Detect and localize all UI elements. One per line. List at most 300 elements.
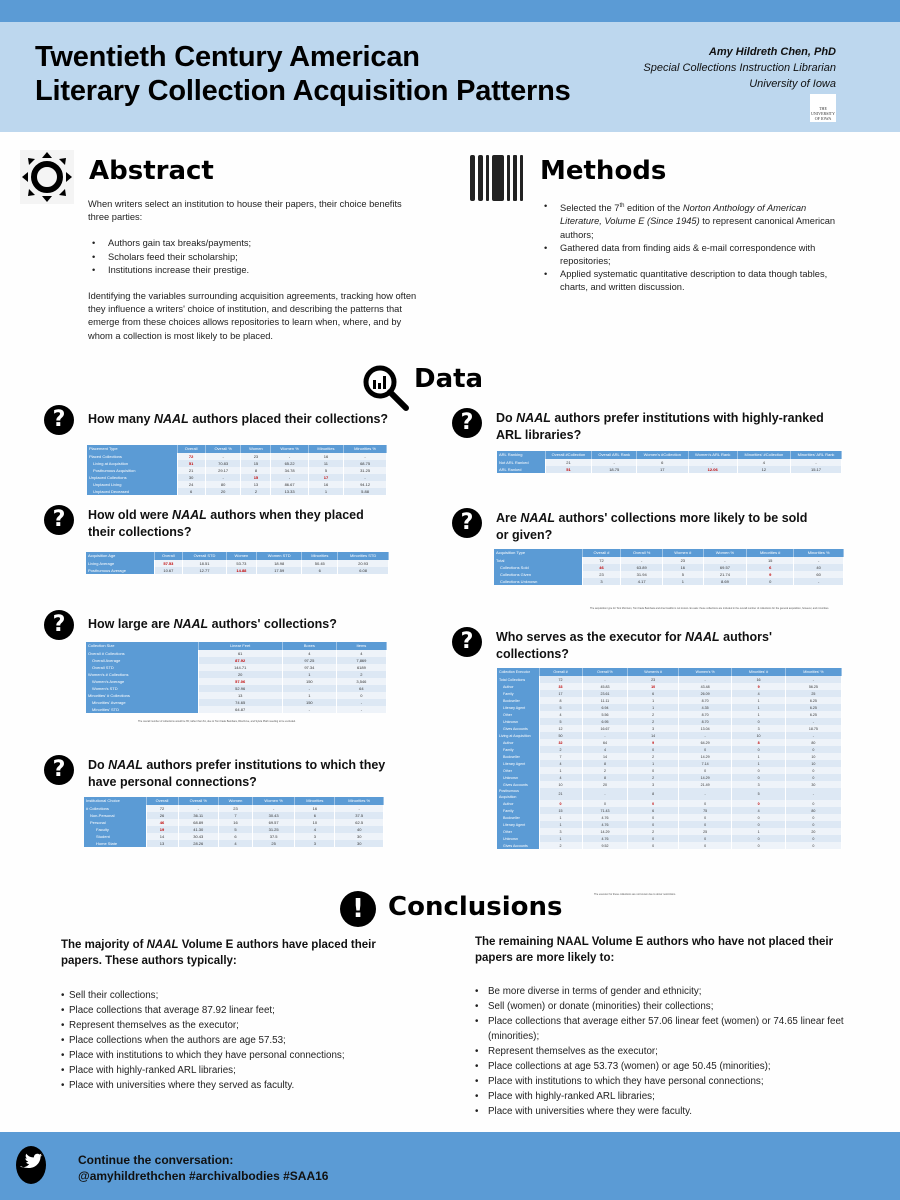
sun-gear-icon — [20, 150, 74, 204]
cell: 6 — [628, 690, 679, 697]
table-row — [84, 819, 384, 826]
table-row — [86, 567, 389, 574]
conclusion-item: • Place with institutions to which they have personal connections; — [475, 1074, 855, 1089]
arl-table — [497, 451, 842, 473]
cell: 8 — [732, 739, 785, 746]
cell: 4 — [336, 650, 386, 657]
cell: 23 — [219, 805, 253, 812]
cell: 0 — [678, 746, 731, 753]
cell: Minorities' # Collections — [86, 692, 198, 699]
question-personal — [44, 755, 424, 795]
cell: 1 — [662, 578, 703, 585]
abstract-title: Abstract — [89, 156, 214, 186]
col-header: Boxes — [282, 642, 336, 650]
executor-footnote: The executor for these collections are not known due to donor restrictions. — [594, 893, 676, 896]
cell: - — [205, 474, 241, 481]
cell: 14 — [146, 833, 178, 840]
cell: 4.35 — [678, 704, 731, 711]
table-row — [497, 466, 842, 473]
cell: Total Collections — [497, 676, 539, 683]
col-header: Women's ARL Rank — [688, 451, 737, 459]
text: th — [619, 203, 625, 209]
cell: 0 — [678, 800, 731, 807]
cell: 12 — [539, 725, 582, 732]
cell: Minorities' Average — [86, 699, 198, 706]
cell: - — [794, 578, 844, 585]
cell: 16 — [308, 481, 343, 488]
col-header: Women % — [252, 797, 294, 805]
table-row — [494, 571, 844, 578]
col-header: Women's #Collection — [637, 451, 689, 459]
cell: - — [344, 474, 387, 481]
text: NAAL — [108, 758, 143, 772]
cell: Women's Average — [86, 678, 198, 685]
cell: 30.43 — [178, 833, 218, 840]
cell: 0 — [732, 842, 785, 849]
cell: - — [271, 453, 308, 460]
col-header: Overall — [146, 797, 178, 805]
cell: 17 — [539, 690, 582, 697]
text: How large are — [88, 617, 174, 631]
cell: 2 — [336, 671, 386, 678]
cell: 0 — [785, 814, 841, 821]
table-row — [497, 697, 842, 704]
cell: 8.70 — [678, 718, 731, 725]
question-text — [88, 616, 337, 633]
personal-table — [84, 797, 384, 847]
cell: 0 — [732, 718, 785, 725]
cell: 4.17 — [621, 578, 662, 585]
cell: 6.25 — [785, 711, 841, 718]
question-icon: ? — [44, 610, 74, 640]
cell: 97.25 — [282, 657, 336, 664]
cell: 15 — [747, 557, 794, 564]
cell: 14.29 — [678, 753, 731, 760]
text: Who serves as the executor for — [496, 630, 685, 644]
table-row — [86, 685, 387, 692]
cell: 6 — [628, 807, 679, 814]
cell: 10 — [785, 760, 841, 767]
cell: - — [282, 685, 336, 692]
cell: 64 — [336, 685, 386, 692]
col-header: Items — [336, 642, 386, 650]
table-header — [494, 549, 844, 557]
cell: 13 — [146, 840, 178, 847]
cell: 97.34 — [282, 664, 336, 671]
cell: 5.56 — [582, 711, 628, 718]
table-row — [86, 657, 387, 664]
cell: 1 — [732, 760, 785, 767]
cell: 1 — [282, 671, 336, 678]
cell: - — [678, 676, 731, 683]
table-row — [87, 481, 387, 488]
col-header: Placement Type — [87, 445, 177, 453]
table-row — [497, 718, 842, 725]
cell: 1 — [628, 704, 679, 711]
cell: 6 — [302, 567, 338, 574]
cell: 10 — [295, 819, 335, 826]
cell: 0 — [628, 746, 679, 753]
cell: 72 — [177, 453, 205, 460]
cell: 10.67 — [154, 567, 183, 574]
cell: 14.29 — [678, 774, 731, 781]
col-header: Minorities % — [335, 797, 384, 805]
conclusion-item: • Place collections at age 53.73 (women) or age 50.45 (minorities); — [475, 1059, 855, 1074]
cell: 3 — [628, 725, 679, 732]
twitter-icon[interactable] — [16, 1146, 46, 1184]
cell: 12.77 — [183, 567, 227, 574]
cell: 3 — [732, 781, 785, 788]
col-header: Overall — [177, 445, 205, 453]
cell: Gives Accounts — [497, 781, 539, 788]
title-line-2: Literary Collection Acquisition Patterns — [35, 75, 571, 107]
cell: 17.59 — [257, 567, 302, 574]
cell: 46 — [582, 564, 621, 571]
age-table — [86, 552, 389, 574]
cell: 30.43 — [252, 812, 294, 819]
title-line-1: Twentieth Century American — [35, 41, 420, 73]
conclusions-right-heading: The remaining NAAL Volume E authors who have not placed their papers are more likely to: — [475, 936, 834, 964]
cell: Overall # Collections — [86, 650, 198, 657]
cell: 2 — [628, 711, 679, 718]
cell: 57.06 — [198, 678, 282, 685]
cell: 68.89 — [178, 819, 218, 826]
cell: 1 — [308, 488, 343, 495]
col-header: Women — [241, 445, 271, 453]
cell: 13.04 — [678, 725, 731, 732]
text: How many — [88, 412, 154, 426]
cell: 21 — [177, 467, 205, 474]
cell: 23 — [241, 453, 271, 460]
text: Do — [496, 411, 517, 425]
cell: 20 — [198, 671, 282, 678]
cell: 56.25 — [785, 683, 841, 690]
cell: 23 — [582, 571, 621, 578]
cell: 7 — [539, 753, 582, 760]
cell: Not ARL Ranked — [497, 459, 545, 466]
cell: 0 — [785, 774, 841, 781]
conclusion-item: • Place collections when the authors are age 57.53; — [61, 1033, 411, 1048]
cell: 15.17 — [791, 466, 842, 473]
cell: 13.33 — [271, 488, 308, 495]
conclusion-item: • Represent themselves as the executor; — [61, 1018, 411, 1033]
cell: 28.26 — [178, 840, 218, 847]
cell: ARL Ranked — [497, 466, 545, 473]
col-header: Institutional Choice — [84, 797, 146, 805]
table-row — [497, 711, 842, 718]
cell: 65.22 — [271, 460, 308, 467]
text: NAAL — [146, 939, 179, 951]
cell: 15 — [539, 807, 582, 814]
col-header: Minorities — [308, 445, 343, 453]
cell: - — [282, 706, 336, 713]
col-header: Linear Feet — [198, 642, 282, 650]
cell: Other — [497, 767, 539, 774]
cell: 34.78 — [271, 467, 308, 474]
table-row — [497, 788, 842, 800]
cell: 87.92 — [198, 657, 282, 664]
cell: 74.65 — [198, 699, 282, 706]
cell: 6 — [747, 564, 794, 571]
cell: 36.11 — [178, 812, 218, 819]
cell: 8 — [628, 788, 679, 800]
cell: 16 — [732, 676, 785, 683]
cell: 18.75 — [592, 466, 637, 473]
author-name: Amy Hildreth Chen, PhD — [708, 46, 836, 58]
cell: 4.76 — [582, 814, 628, 821]
cell: 25 — [678, 828, 731, 835]
cell: 0 — [732, 800, 785, 807]
cell: 0 — [785, 767, 841, 774]
cell: 1 — [628, 760, 679, 767]
col-header: Minorities % — [344, 445, 387, 453]
cell: 0 — [678, 814, 731, 821]
cell: 4 — [219, 840, 253, 847]
cell: Author — [497, 800, 539, 807]
cell: 14.88 — [226, 567, 256, 574]
text: NAAL — [520, 511, 556, 525]
cell: Women's # Collections — [86, 671, 198, 678]
cell: 6.25 — [785, 704, 841, 711]
table-row — [497, 774, 842, 781]
cell: Literary Agent — [497, 704, 539, 711]
text: NAAL — [172, 508, 207, 522]
cell: Collections Given — [494, 571, 582, 578]
cell: - — [344, 453, 387, 460]
poster-title — [35, 40, 571, 108]
col-header: Minorities' % — [785, 668, 841, 676]
cell: Posthumous Acquisition — [497, 788, 539, 800]
cell: 46 — [146, 819, 178, 826]
cell: 1 — [732, 697, 785, 704]
question-icon: ? — [44, 405, 74, 435]
cell: 3 — [295, 833, 335, 840]
question-icon: ? — [452, 408, 482, 438]
cell: 6 — [219, 833, 253, 840]
cell: 7.14 — [678, 760, 731, 767]
cell: 10 — [732, 732, 785, 739]
cell: 2 — [628, 718, 679, 725]
cell: 1 — [628, 697, 679, 704]
cell: 62.5 — [335, 819, 384, 826]
methods-bullet: • Applied systematic quantitative description to data though tables, charts, and written discussion. — [540, 268, 850, 294]
col-header: Overall #Collection — [545, 451, 592, 459]
cell: 14.29 — [582, 828, 628, 835]
twitter-handle-link[interactable]: @amyhildrethchen #archivalbodies #SAA16 — [78, 1169, 329, 1183]
cell: 9.52 — [582, 842, 628, 849]
cell: - — [205, 453, 241, 460]
cell: 16 — [219, 819, 253, 826]
cell: 64 — [582, 739, 628, 746]
table-row — [87, 467, 387, 474]
cell: 31.25 — [252, 826, 294, 833]
cell: 15 — [241, 460, 271, 467]
table-row — [497, 746, 842, 753]
cell: 5 — [732, 788, 785, 800]
cell: 0 — [628, 835, 679, 842]
conclusion-item: • Place collections that average either 57.06 linear feet (women) or 74.65 linear feet (minorities); — [475, 1014, 855, 1044]
cell: - — [678, 732, 731, 739]
cell: 1 — [539, 835, 582, 842]
cell: 18.98 — [257, 560, 302, 567]
cell: 0 — [539, 800, 582, 807]
conclusions-left-heading — [61, 937, 401, 969]
table-row — [497, 828, 842, 835]
col-header: Minorities STD — [338, 552, 389, 560]
cell: 11 — [308, 460, 343, 467]
cell: 10 — [628, 683, 679, 690]
table-row — [86, 699, 387, 706]
text: authors when they placed their collections? — [88, 508, 364, 539]
cell: 10 — [539, 781, 582, 788]
question-arl — [452, 408, 852, 448]
table-row — [87, 474, 387, 481]
cell: 0 — [628, 800, 679, 807]
methods-title: Methods — [540, 156, 667, 186]
text: Are — [496, 511, 521, 525]
cell: 16 — [295, 805, 335, 812]
text: NAAL — [516, 411, 551, 425]
cell: 4 — [732, 807, 785, 814]
question-icon: ? — [452, 508, 482, 538]
cell: - — [785, 718, 841, 725]
cell: Overall Average — [86, 657, 198, 664]
cell: 2 — [539, 842, 582, 849]
cell: 6.08 — [338, 567, 389, 574]
cell: Minorities' STD — [86, 706, 198, 713]
cell: 1 — [732, 704, 785, 711]
table-row — [86, 678, 387, 685]
author-title: Special Collections Instruction Librarian — [643, 62, 836, 74]
cell: 3 — [628, 781, 679, 788]
col-header: Collection Executor — [497, 668, 539, 676]
conclusions-left-list — [61, 988, 411, 1093]
cell: 31.25 — [344, 467, 387, 474]
cell: 20 — [785, 828, 841, 835]
col-header: Overall % — [205, 445, 241, 453]
cell: - — [271, 474, 308, 481]
text: Do — [88, 758, 109, 772]
twitter-cta — [78, 1152, 328, 1184]
cell: 2 — [539, 746, 582, 753]
table-row — [497, 760, 842, 767]
cell: 80 — [785, 807, 841, 814]
col-header: Overall ARL Rank — [592, 451, 637, 459]
cell: 150 — [282, 699, 336, 706]
text: authors placed their collections? — [188, 412, 389, 426]
col-header: Overall % — [178, 797, 218, 805]
col-header: ARL Ranking — [497, 451, 545, 459]
cell: Family — [497, 807, 539, 814]
col-header: Overall STD — [183, 552, 227, 560]
cell: 14 — [628, 732, 679, 739]
cell: Posthumous Acquisition — [87, 467, 177, 474]
cell: 24 — [177, 481, 205, 488]
cell: 0 — [732, 821, 785, 828]
table-row — [86, 560, 389, 567]
table-row — [497, 459, 842, 466]
cell: 144.71 — [198, 664, 282, 671]
author-block — [643, 44, 836, 92]
cell: Faculty — [84, 826, 146, 833]
cell: 6.25 — [785, 697, 841, 704]
cell: Posthumous Average — [86, 567, 154, 574]
cell: 0 — [678, 767, 731, 774]
cell: 0 — [732, 774, 785, 781]
text: NAAL — [684, 630, 720, 644]
cell: - — [252, 805, 294, 812]
table-header — [84, 797, 384, 805]
cell: 72 — [582, 557, 621, 564]
table-row — [497, 814, 842, 821]
cell: Bookseller — [497, 753, 539, 760]
cell: Unplaced Collections — [87, 474, 177, 481]
cell: 1 — [282, 692, 336, 699]
cell: 75 — [678, 807, 731, 814]
cell: Overall STD — [86, 664, 198, 671]
cell: 9 — [732, 683, 785, 690]
cell: 1 — [539, 821, 582, 828]
top-bar — [0, 0, 900, 22]
cell: Placed Collections — [87, 453, 177, 460]
cell: 53.73 — [226, 560, 256, 567]
cell: 16 — [308, 453, 343, 460]
cell: Unknown — [497, 835, 539, 842]
cell: 40 — [794, 564, 844, 571]
table-row — [497, 807, 842, 814]
cell: 50 — [539, 732, 582, 739]
cell: 8.70 — [678, 711, 731, 718]
col-header: Women # — [662, 549, 703, 557]
col-header: Women's % — [678, 668, 731, 676]
cell: 1 — [732, 753, 785, 760]
cell: 7,869 — [336, 657, 386, 664]
table-row — [84, 826, 384, 833]
cell: 19 — [146, 826, 178, 833]
cell: - — [785, 788, 841, 800]
col-header: Minorities # — [747, 549, 794, 557]
cell: 16 — [662, 564, 703, 571]
cell: 0 — [678, 835, 731, 842]
col-header: Collection Size — [86, 642, 198, 650]
cell: 17 — [637, 466, 689, 473]
cell: - — [794, 557, 844, 564]
table-header — [497, 451, 842, 459]
cell: 8 — [539, 697, 582, 704]
cell: 1 — [539, 814, 582, 821]
cell: 26.09 — [678, 690, 731, 697]
table-header — [86, 642, 387, 650]
sold-given-table — [494, 549, 844, 585]
text: The majority of — [61, 939, 147, 951]
cell: 72 — [539, 676, 582, 683]
cell: 6 — [177, 488, 205, 495]
conclusion-item: • Place collections that average 87.92 linear feet; — [61, 1003, 411, 1018]
abstract-bullet: • Institutions increase their prestige. — [88, 264, 418, 277]
cell: 12.06 — [688, 466, 737, 473]
cell: 4 — [539, 711, 582, 718]
cell: 8 — [582, 774, 628, 781]
cell: 68.75 — [344, 460, 387, 467]
cell: 21 — [539, 788, 582, 800]
cell: Total — [494, 557, 582, 564]
executor-table-body — [497, 676, 842, 849]
cell: 64.29 — [678, 739, 731, 746]
cell: 3 — [539, 828, 582, 835]
cell: 57.53 — [154, 560, 183, 567]
cell: 2 — [582, 767, 628, 774]
table-row — [84, 840, 384, 847]
